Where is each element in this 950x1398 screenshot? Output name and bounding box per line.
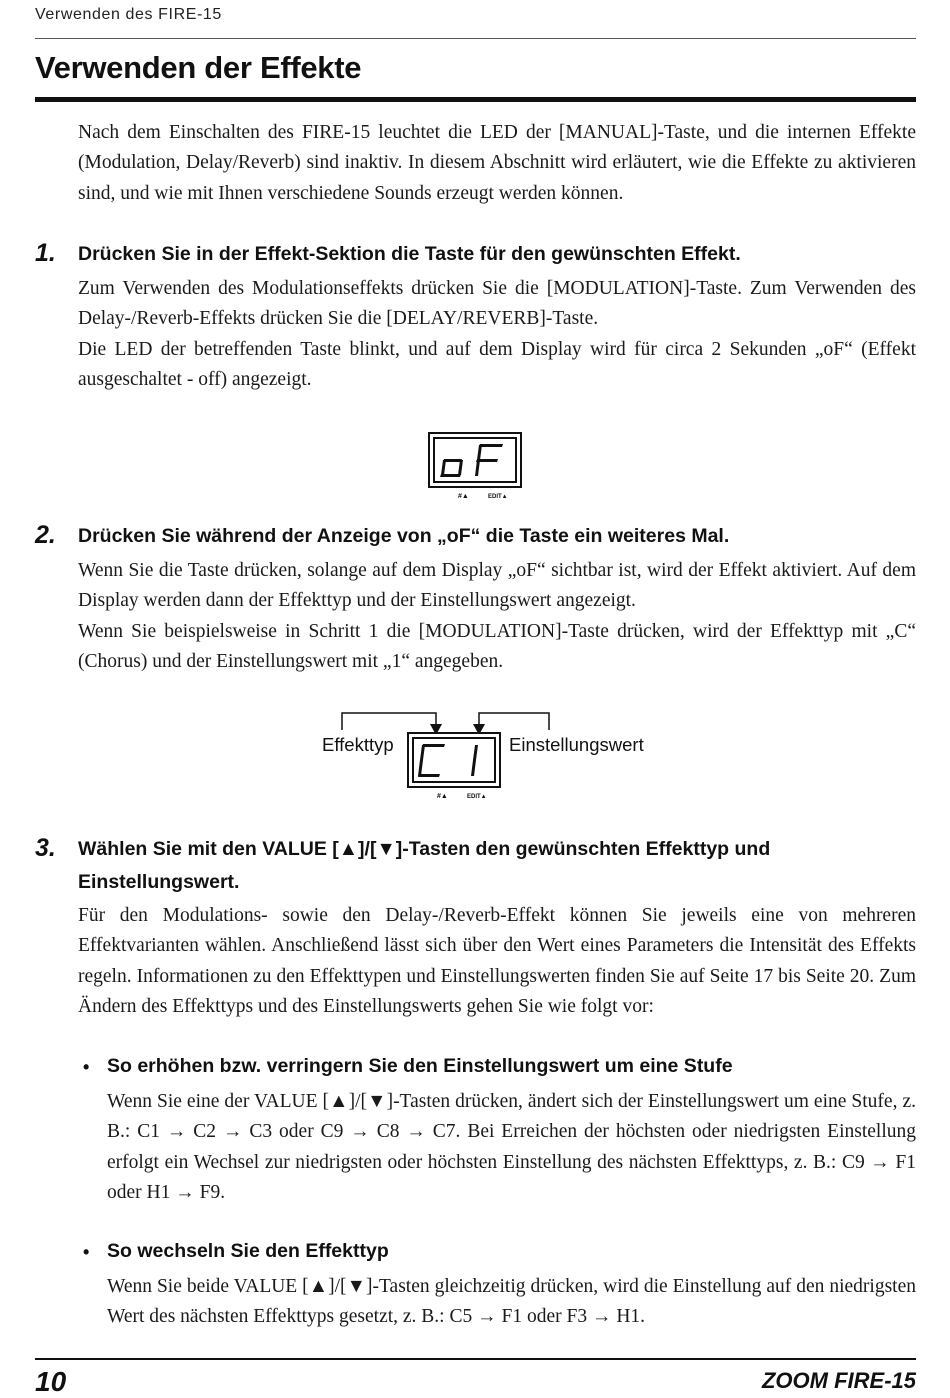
step-3-heading-line-1: Wählen Sie mit den VALUE [▲]/[▼]-Tasten den gewünschten Effekttyp und xyxy=(78,838,771,860)
step-1-heading: Drücken Sie in der Effekt-Sektion die Taste für den gewünschten Effekt. xyxy=(78,243,741,265)
display-figure-c1 xyxy=(320,708,660,800)
intro-paragraph: Nach dem Einschalten des FIRE-15 leuchtet die LED der [MANUAL]-Taste, und die internen Effekte (Modulation, Delay/Reverb) sind inaktiv. In diesem Abschnitt wird erläutert, wie die Effekte zu aktivieren sind, und wie mit Ihnen verschiedene Sounds erzeugt werden können. xyxy=(78,122,916,204)
step-3-number: 3. xyxy=(35,834,56,862)
step-1-paragraph-1: Zum Verwenden des Modulationseffekts drücken Sie die [MODULATION]-Taste. Zum Verwenden des Delay-/Reverb-Effekts drücken Sie die [DELAY/REVERB]-Taste. xyxy=(78,278,916,330)
indicator-hash: #▲ xyxy=(458,493,469,500)
step-1-number: 1. xyxy=(35,239,56,267)
step-3-heading-line-2: Einstellungswert. xyxy=(78,871,240,893)
bullet-1-heading: So erhöhen bzw. verringern Sie den Einstellungswert um eine Stufe xyxy=(107,1055,733,1077)
step-1-paragraph-2: Die LED der betreffenden Taste blinkt, und auf dem Display wird für circa 2 Sekunden „oF“ (Effekt ausgeschaltet - off) angezeigt. xyxy=(78,339,916,391)
step-2-number: 2. xyxy=(35,521,56,549)
indicator-hash: #▲ xyxy=(437,793,448,800)
bullet-marker-1: • xyxy=(83,1057,90,1077)
label-einstellungswert: Einstellungswert xyxy=(509,734,644,755)
step-2-heading: Drücken Sie während der Anzeige von „oF“ die Taste ein weiteres Mal. xyxy=(78,525,730,547)
title-rule xyxy=(35,97,916,102)
running-header: Verwenden des FIRE-15 xyxy=(35,6,222,23)
label-effekttyp: Effekttyp xyxy=(322,734,394,755)
indicator-edit: EDIT▲ xyxy=(488,494,508,500)
header-rule xyxy=(35,38,916,39)
bullet-2-heading: So wechseln Sie den Effekttyp xyxy=(107,1240,389,1262)
step-2-paragraph-1: Wenn Sie die Taste drücken, solange auf dem Display „oF“ sichtbar ist, wird der Effekt aktiviert. Auf dem Display werden dann der Effekttyp und der Einstellungswert angezeigt. xyxy=(78,560,916,612)
step-2-paragraph-2: Wenn Sie beispielsweise in Schritt 1 die [MODULATION]-Taste drücken, wird der Effekttyp mit „C“ (Chorus) und der Einstellungswert mit „1“ angegeben. xyxy=(78,621,916,673)
bullet-2-text: Wenn Sie beide VALUE [▲]/[▼]-Tasten gleichzeitig drücken, wird die Einstellung auf den niedrigsten Wert des nächsten Effekttyps gesetzt, z. B.: C5 → F1 oder F3 → H1. xyxy=(107,1276,916,1328)
bullet-marker-2: • xyxy=(83,1242,90,1262)
page-number: 10 xyxy=(35,1366,67,1397)
led-display-of xyxy=(428,432,522,500)
display-figure-of xyxy=(428,432,522,500)
step-3-paragraph: Für den Modulations- sowie den Delay-/Reverb-Effekt können Sie jeweils eine von mehreren Effektvarianten wählen. Anschließend lässt sich über den Wert eines Parameters die Intensität des Effekts regeln. Informationen zu den Effekttypen und Einstellungswerten finden Sie auf Seite 17 bis Seite 20. Zum Ändern des Effekttyps und des Einstellungswerts gehen Sie wie folgt vor: xyxy=(78,905,916,1017)
indicator-edit: EDIT▲ xyxy=(467,794,487,800)
bullet-1-text: Wenn Sie eine der VALUE [▲]/[▼]-Tasten drücken, ändert sich der Einstellungswert um eine Stufe, z. B.: C1 → C2 → C3 oder C9 → C8 → C7. Bei Erreichen der höchsten oder niedrigsten Einstellung erfolgt ein Wechsel zur niedrigsten oder höchsten Einstellung des nächsten Effekttyps, z. B.: C9 → F1 oder H1 → F9. xyxy=(107,1091,916,1203)
led-display-c1 xyxy=(407,732,501,800)
footer-brand: ZOOM FIRE-15 xyxy=(761,1368,916,1393)
footer-rule xyxy=(35,1358,916,1360)
section-title: Verwenden der Effekte xyxy=(35,50,362,85)
